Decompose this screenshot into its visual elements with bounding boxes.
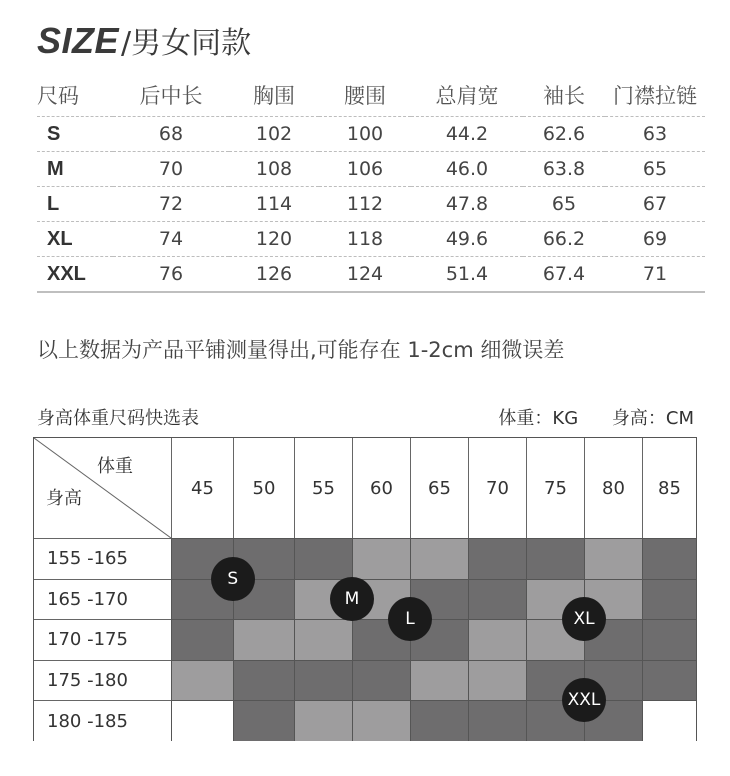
grid-cell	[410, 538, 468, 579]
size-value: 62.6	[523, 117, 605, 152]
height-label: 180 -185	[34, 700, 171, 741]
grid-cell	[468, 660, 526, 701]
grid-cell	[468, 538, 526, 579]
height-label: 155 -165	[34, 538, 171, 579]
size-value: 120	[229, 222, 319, 257]
grid-cell	[171, 619, 233, 660]
size-row	[37, 257, 705, 293]
grid-cell	[233, 660, 294, 701]
weight-unit: 体重：KG	[498, 408, 579, 429]
size-value: 67.4	[523, 257, 605, 293]
grid-cell	[294, 660, 352, 701]
weight-header: 45	[171, 438, 233, 538]
height-label: 175 -180	[34, 660, 171, 701]
size-badge: XXL	[562, 678, 606, 722]
header-shoulder: 总肩宽	[435, 84, 499, 108]
header-chest: 胸围	[253, 84, 295, 108]
weight-header: 80	[584, 438, 642, 538]
size-value: 66.2	[523, 222, 605, 257]
grid-cell	[642, 660, 696, 701]
corner-weight-label: 体重	[97, 456, 133, 477]
size-value: 71	[605, 257, 705, 293]
height-label: 170 -175	[34, 619, 171, 660]
weight-header: 75	[526, 438, 584, 538]
header-waist: 腰围	[344, 84, 386, 108]
header-back-length: 后中长	[139, 84, 203, 108]
grid-cell	[526, 538, 584, 579]
size-value: 44.2	[411, 117, 523, 152]
grid-cell	[468, 619, 526, 660]
grid-cell	[233, 700, 294, 741]
size-value: 100	[319, 117, 411, 152]
size-badge: XL	[562, 597, 606, 641]
grid-cell	[468, 579, 526, 620]
size-value: 49.6	[411, 222, 523, 257]
weight-header: 85	[642, 438, 696, 538]
weight-header: 70	[468, 438, 526, 538]
grid-cell	[642, 619, 696, 660]
grid-cell	[294, 619, 352, 660]
size-badge: S	[211, 557, 255, 601]
grid-cell	[642, 538, 696, 579]
size-value: 126	[229, 257, 319, 293]
header-zipper: 门襟拉链	[613, 84, 697, 108]
grid-cell	[642, 700, 696, 741]
size-value: 67	[605, 187, 705, 222]
grid-corner	[34, 438, 171, 538]
size-value: 108	[229, 152, 319, 187]
size-value: 112	[319, 187, 411, 222]
grid-cell	[294, 538, 352, 579]
size-value: 65	[523, 187, 605, 222]
size-value: 74	[113, 222, 229, 257]
grid-cell	[352, 538, 410, 579]
size-value: 46.0	[411, 152, 523, 187]
grid-cell	[352, 660, 410, 701]
size-row	[37, 152, 705, 187]
weight-header: 55	[294, 438, 352, 538]
weight-header: 65	[410, 438, 468, 538]
size-value: 124	[319, 257, 411, 293]
measurement-note: 以上数据为产品平铺测量得出,可能存在 1-2cm 细微误差	[37, 338, 565, 362]
size-row	[37, 222, 705, 257]
grid-cell	[171, 700, 233, 741]
weight-header: 50	[233, 438, 294, 538]
size-value: 69	[605, 222, 705, 257]
size-value: 63	[605, 117, 705, 152]
grid-cell	[410, 660, 468, 701]
size-value: 106	[319, 152, 411, 187]
size-label: S	[37, 117, 113, 152]
size-title-cn: /男女同款	[121, 26, 252, 61]
size-row	[37, 117, 705, 152]
size-title-en: SIZE	[37, 20, 120, 61]
corner-height-label: 身高	[46, 488, 82, 509]
grid-cell	[468, 700, 526, 741]
size-value: 76	[113, 257, 229, 293]
size-label: XXL	[37, 257, 113, 293]
weight-header: 60	[352, 438, 410, 538]
size-value: 118	[319, 222, 411, 257]
grid-cell	[171, 660, 233, 701]
grid-cell	[584, 538, 642, 579]
size-value: 70	[113, 152, 229, 187]
size-value: 47.8	[411, 187, 523, 222]
size-value: 72	[113, 187, 229, 222]
size-value: 68	[113, 117, 229, 152]
size-title	[37, 18, 252, 61]
unit-legend	[470, 404, 694, 430]
grid-cell	[352, 700, 410, 741]
size-badge: L	[388, 597, 432, 641]
height-weight-grid	[33, 437, 697, 741]
size-value: 65	[605, 152, 705, 187]
size-value: 114	[229, 187, 319, 222]
size-label: XL	[37, 222, 113, 257]
size-badge: M	[330, 577, 374, 621]
size-value: 63.8	[523, 152, 605, 187]
size-row	[37, 187, 705, 222]
size-table	[37, 74, 705, 293]
size-table-header	[37, 74, 705, 117]
size-label: L	[37, 187, 113, 222]
size-value: 102	[229, 117, 319, 152]
grid-cell	[642, 579, 696, 620]
height-unit: 身高：CM	[611, 408, 694, 429]
grid-cell	[233, 619, 294, 660]
header-size: 尺码	[37, 84, 79, 108]
size-value: 51.4	[411, 257, 523, 293]
header-sleeve: 袖长	[543, 84, 585, 108]
grid-cell	[410, 700, 468, 741]
grid-cell	[294, 700, 352, 741]
quick-chart-title: 身高体重尺码快选表	[37, 408, 199, 429]
size-label: M	[37, 152, 113, 187]
height-label: 165 -170	[34, 579, 171, 620]
